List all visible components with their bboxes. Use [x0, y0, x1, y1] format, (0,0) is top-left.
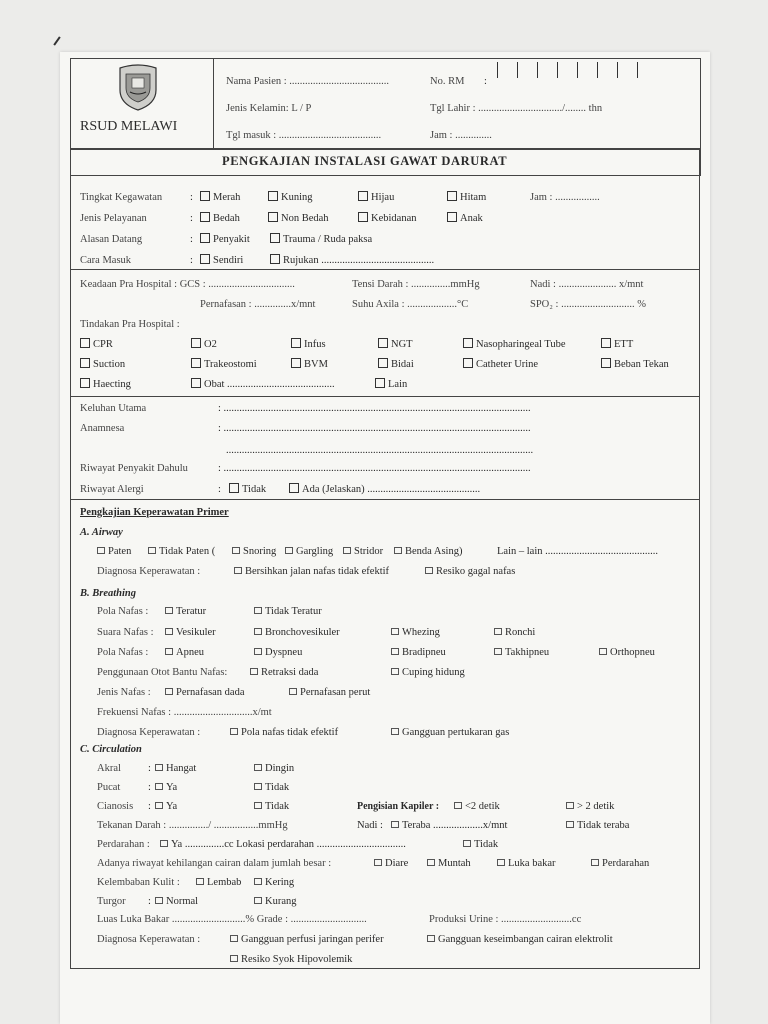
airway-gargling[interactable]: Gargling	[285, 545, 333, 558]
tindakan-haecting[interactable]: Haecting	[80, 378, 131, 391]
airway-lain[interactable]: Lain – lain ...........................................	[497, 546, 658, 557]
jenis-kebidanan[interactable]: Kebidanan	[358, 212, 416, 225]
pucat-tidak[interactable]: Tidak	[254, 781, 289, 794]
nadi-teraba[interactable]: Teraba ...................x/mnt	[391, 819, 507, 832]
admission-date-field[interactable]: Tgl masuk : .......................................	[226, 130, 382, 141]
tindakan-label: Tindakan Pra Hospital :	[80, 319, 180, 330]
tindakan-trakeostomi[interactable]: Trakeostomi	[191, 358, 257, 371]
section-line	[70, 269, 700, 270]
tindakan-lain[interactable]: Lain	[375, 378, 407, 391]
spo2-field[interactable]: SPO₂ : ............................ %	[530, 299, 646, 310]
circ-dx-2[interactable]: Gangguan keseimbangan cairan elektrolit	[427, 933, 613, 946]
colon: :	[190, 234, 193, 245]
tindakan-o2[interactable]: O2	[191, 338, 217, 351]
suara-vesikuler[interactable]: Vesikuler	[165, 626, 216, 639]
circulation-title: C. Circulation	[80, 744, 142, 755]
header-divider	[213, 58, 214, 148]
circ-dx-1[interactable]: Gangguan perfusi jaringan perifer	[230, 933, 384, 946]
pola-tidak-teratur[interactable]: Tidak Teratur	[254, 605, 322, 618]
riwayat-penyakit-label: Riwayat Penyakit Dahulu	[80, 463, 188, 474]
gender-field[interactable]: Jenis Kelamin: L / P	[226, 103, 312, 114]
alasan-trauma[interactable]: Trauma / Ruda paksa	[270, 233, 372, 246]
airway-title: A. Airway	[80, 527, 123, 538]
kelembaban-lembab[interactable]: Lembab	[196, 876, 241, 889]
jenis-dada[interactable]: Pernafasan dada	[165, 686, 245, 699]
turgor-label: Turgor	[97, 896, 126, 907]
pola-bradipneu[interactable]: Bradipneu	[391, 646, 446, 659]
turgor-normal[interactable]: Normal	[155, 895, 198, 908]
pola-apneu[interactable]: Apneu	[165, 646, 204, 659]
turgor-kurang[interactable]: Kurang	[254, 895, 297, 908]
anamnesa-label: Anamnesa	[80, 423, 125, 434]
tingkat-kuning[interactable]: Kuning	[268, 191, 313, 204]
suhu-field[interactable]: Suhu Axila : ...................°C	[352, 299, 469, 310]
birthdate-field[interactable]: Tgl Lahir : ................................/........ thn	[430, 103, 603, 114]
airway-snoring[interactable]: Snoring	[232, 545, 276, 558]
pola2-label: Pola Nafas :	[97, 647, 149, 658]
no-rm-colon: :	[484, 76, 487, 87]
airway-dx-2[interactable]: Resiko gagal nafas	[425, 565, 515, 578]
cara-sendiri[interactable]: Sendiri	[200, 254, 243, 267]
tindakan-ngt[interactable]: NGT	[378, 338, 413, 351]
tindakan-nasopharingeal[interactable]: Nasopharingeal Tube	[463, 338, 566, 351]
tingkat-label: Tingkat Kegawatan	[80, 192, 163, 203]
tindakan-obat[interactable]: Obat .........................................	[191, 378, 335, 391]
airway-benda-asing[interactable]: Benda Asing)	[394, 545, 462, 558]
colon: :	[190, 255, 193, 266]
triage-time-field[interactable]: Jam : .................	[530, 192, 600, 203]
colon: :	[148, 801, 151, 812]
pola-nafas-label: Pola Nafas :	[97, 606, 149, 617]
tekanan-field[interactable]: Tekanan Darah : .............../ .................mmHg	[97, 820, 288, 831]
colon: :	[148, 782, 151, 793]
colon: :	[218, 484, 221, 495]
suara-whezing[interactable]: Whezing	[391, 626, 440, 639]
luas-luka-field[interactable]: Luas Luka Bakar ............................% Grade : .............................	[97, 914, 367, 925]
airway-stridor[interactable]: Stridor	[343, 545, 383, 558]
perdarahan-label: Perdarahan :	[97, 839, 150, 850]
form-bottom-border	[70, 968, 700, 969]
riwayat-penyakit-line[interactable]: : .....................................................................................................................	[218, 463, 531, 474]
alasan-penyakit[interactable]: Penyakit	[200, 233, 250, 246]
hospital-name: RSUD MELAWI	[80, 119, 178, 134]
kelembaban-kering[interactable]: Kering	[254, 876, 294, 889]
perdarahan-ya[interactable]: Ya ...............cc Lokasi perdarahan ..................................	[160, 838, 406, 851]
tindakan-bvm[interactable]: BVM	[291, 358, 328, 371]
colon: :	[148, 763, 151, 774]
gcs-field[interactable]: Keadaan Pra Hospital : GCS : .................................	[80, 279, 295, 290]
otot-retraksi[interactable]: Retraksi dada	[250, 666, 318, 679]
cairan-diare[interactable]: Diare	[374, 857, 408, 870]
anamnesa-line-1[interactable]: : .....................................................................................................................	[218, 423, 531, 434]
akral-label: Akral	[97, 763, 121, 774]
jenis-non-bedah[interactable]: Non Bedah	[268, 212, 329, 225]
cairan-muntah[interactable]: Muntah	[427, 857, 471, 870]
colon: :	[148, 896, 151, 907]
form-title: PENGKAJIAN INSTALASI GAWAT DARURAT	[222, 154, 508, 168]
akral-dingin[interactable]: Dingin	[254, 762, 294, 775]
pucat-ya[interactable]: Ya	[155, 781, 177, 794]
tindakan-catheter[interactable]: Catheter Urine	[463, 358, 538, 371]
pola-takhipneu[interactable]: Takhipneu	[494, 646, 549, 659]
pola-teratur[interactable]: Teratur	[165, 605, 206, 618]
pen-mark	[53, 36, 60, 45]
tindakan-bidai[interactable]: Bidai	[378, 358, 414, 371]
tindakan-infus[interactable]: Infus	[291, 338, 326, 351]
suara-ronchi[interactable]: Ronchi	[494, 626, 535, 639]
breath-dx-2[interactable]: Gangguan pertukaran gas	[391, 726, 509, 739]
tensi-field[interactable]: Tensi Darah : ...............mmHg	[352, 279, 480, 290]
nadi-field[interactable]: Nadi : ...................... x/mnt	[530, 279, 644, 290]
tingkat-merah[interactable]: Merah	[200, 191, 240, 204]
tingkat-hitam[interactable]: Hitam	[447, 191, 486, 204]
pola-dyspneu[interactable]: Dyspneu	[254, 646, 302, 659]
riwayat-cairan-label: Adanya riwayat kehilangan cairan dalam jumlah besar :	[97, 858, 332, 869]
tindakan-ett[interactable]: ETT	[601, 338, 633, 351]
kapiler-gt2[interactable]: > 2 detik	[566, 800, 614, 813]
colon: :	[190, 213, 193, 224]
time-field[interactable]: Jam : ..............	[430, 130, 492, 141]
alasan-label: Alasan Datang	[80, 234, 143, 245]
cara-label: Cara Masuk	[80, 255, 132, 266]
section-line	[70, 499, 700, 500]
circ-dx-label: Diagnosa Keperawatan :	[97, 934, 201, 945]
jenis-label: Jenis Pelayanan	[80, 213, 147, 224]
cianosis-ya[interactable]: Ya	[155, 800, 177, 813]
perdarahan-tidak[interactable]: Tidak	[463, 838, 498, 851]
suara-label: Suara Nafas :	[97, 627, 154, 638]
airway-dx-label: Diagnosa Keperawatan :	[97, 566, 201, 577]
frekuensi-field[interactable]: Frekuensi Nafas : ..............................x/mt	[97, 707, 272, 718]
kapiler-label: Pengisian Kapiler :	[357, 801, 440, 812]
primer-heading: Pengkajian Keperawatan Primer	[80, 507, 229, 518]
no-rm-boxes[interactable]	[497, 62, 667, 78]
breath-dx-label: Diagnosa Keperawatan :	[97, 727, 201, 738]
pucat-label: Pucat	[97, 782, 121, 793]
riwayat-alergi-label: Riwayat Alergi	[80, 484, 144, 495]
cianosis-tidak[interactable]: Tidak	[254, 800, 289, 813]
patient-name-field[interactable]: Nama Pasien : ......................................	[226, 76, 390, 87]
cianosis-label: Cianosis	[97, 801, 134, 812]
jenis-nafas-label: Jenis Nafas :	[97, 687, 151, 698]
akral-hangat[interactable]: Hangat	[155, 762, 196, 775]
airway-tidak-paten[interactable]: Tidak Paten (	[148, 545, 215, 558]
form-left-border	[70, 148, 71, 968]
cara-rujukan[interactable]: Rujukan ...........................................	[270, 254, 434, 267]
tindakan-cpr[interactable]: CPR	[80, 338, 113, 351]
suara-bronchovesikuler[interactable]: Bronchovesikuler	[254, 626, 340, 639]
otot-cuping[interactable]: Cuping hidung	[391, 666, 465, 679]
pernafasan-field[interactable]: Pernafasan : ..............x/mnt	[200, 299, 316, 310]
pola-orthopneu[interactable]: Orthopneu	[599, 646, 655, 659]
jenis-anak[interactable]: Anak	[447, 212, 483, 225]
nadi-tidak-teraba[interactable]: Tidak teraba	[566, 819, 629, 832]
anamnesa-line-2[interactable]: .....................................................................................................................	[226, 445, 534, 456]
jenis-bedah[interactable]: Bedah	[200, 212, 240, 225]
breath-dx-1[interactable]: Pola nafas tidak efektif	[230, 726, 338, 739]
alergi-ada[interactable]: Ada (Jelaskan) ...........................................	[289, 483, 480, 496]
tindakan-suction[interactable]: Suction	[80, 358, 125, 371]
otot-label: Penggunaan Otot Bantu Nafas:	[97, 667, 228, 678]
breathing-title: B. Breathing	[80, 588, 137, 599]
kapiler-lt2[interactable]: <2 detik	[454, 800, 500, 813]
jenis-perut[interactable]: Pernafasan perut	[289, 686, 370, 699]
keluhan-label: Keluhan Utama	[80, 403, 147, 414]
kelembaban-label: Kelembaban Kulit :	[97, 877, 180, 888]
alergi-tidak[interactable]: Tidak	[229, 483, 266, 496]
tindakan-beban-tekan[interactable]: Beban Tekan	[601, 358, 669, 371]
hospital-logo	[116, 62, 160, 112]
circ-dx-3[interactable]: Resiko Syok Hipovolemik	[230, 953, 352, 966]
keluhan-line[interactable]: : .....................................................................................................................	[218, 403, 531, 414]
no-rm-label: No. RM	[430, 76, 465, 87]
colon: :	[190, 192, 193, 203]
airway-paten[interactable]: Paten	[97, 545, 131, 558]
produksi-urine-field[interactable]: Produksi Urine : ...........................cc	[429, 914, 582, 925]
section-line	[70, 396, 700, 397]
cairan-perdarahan[interactable]: Perdarahan	[591, 857, 649, 870]
form-right-border	[699, 148, 700, 968]
cairan-luka-bakar[interactable]: Luka bakar	[497, 857, 556, 870]
nadi-label: Nadi :	[357, 820, 383, 831]
tingkat-hijau[interactable]: Hijau	[358, 191, 394, 204]
airway-dx-1[interactable]: Bersihkan jalan nafas tidak efektif	[234, 565, 389, 578]
